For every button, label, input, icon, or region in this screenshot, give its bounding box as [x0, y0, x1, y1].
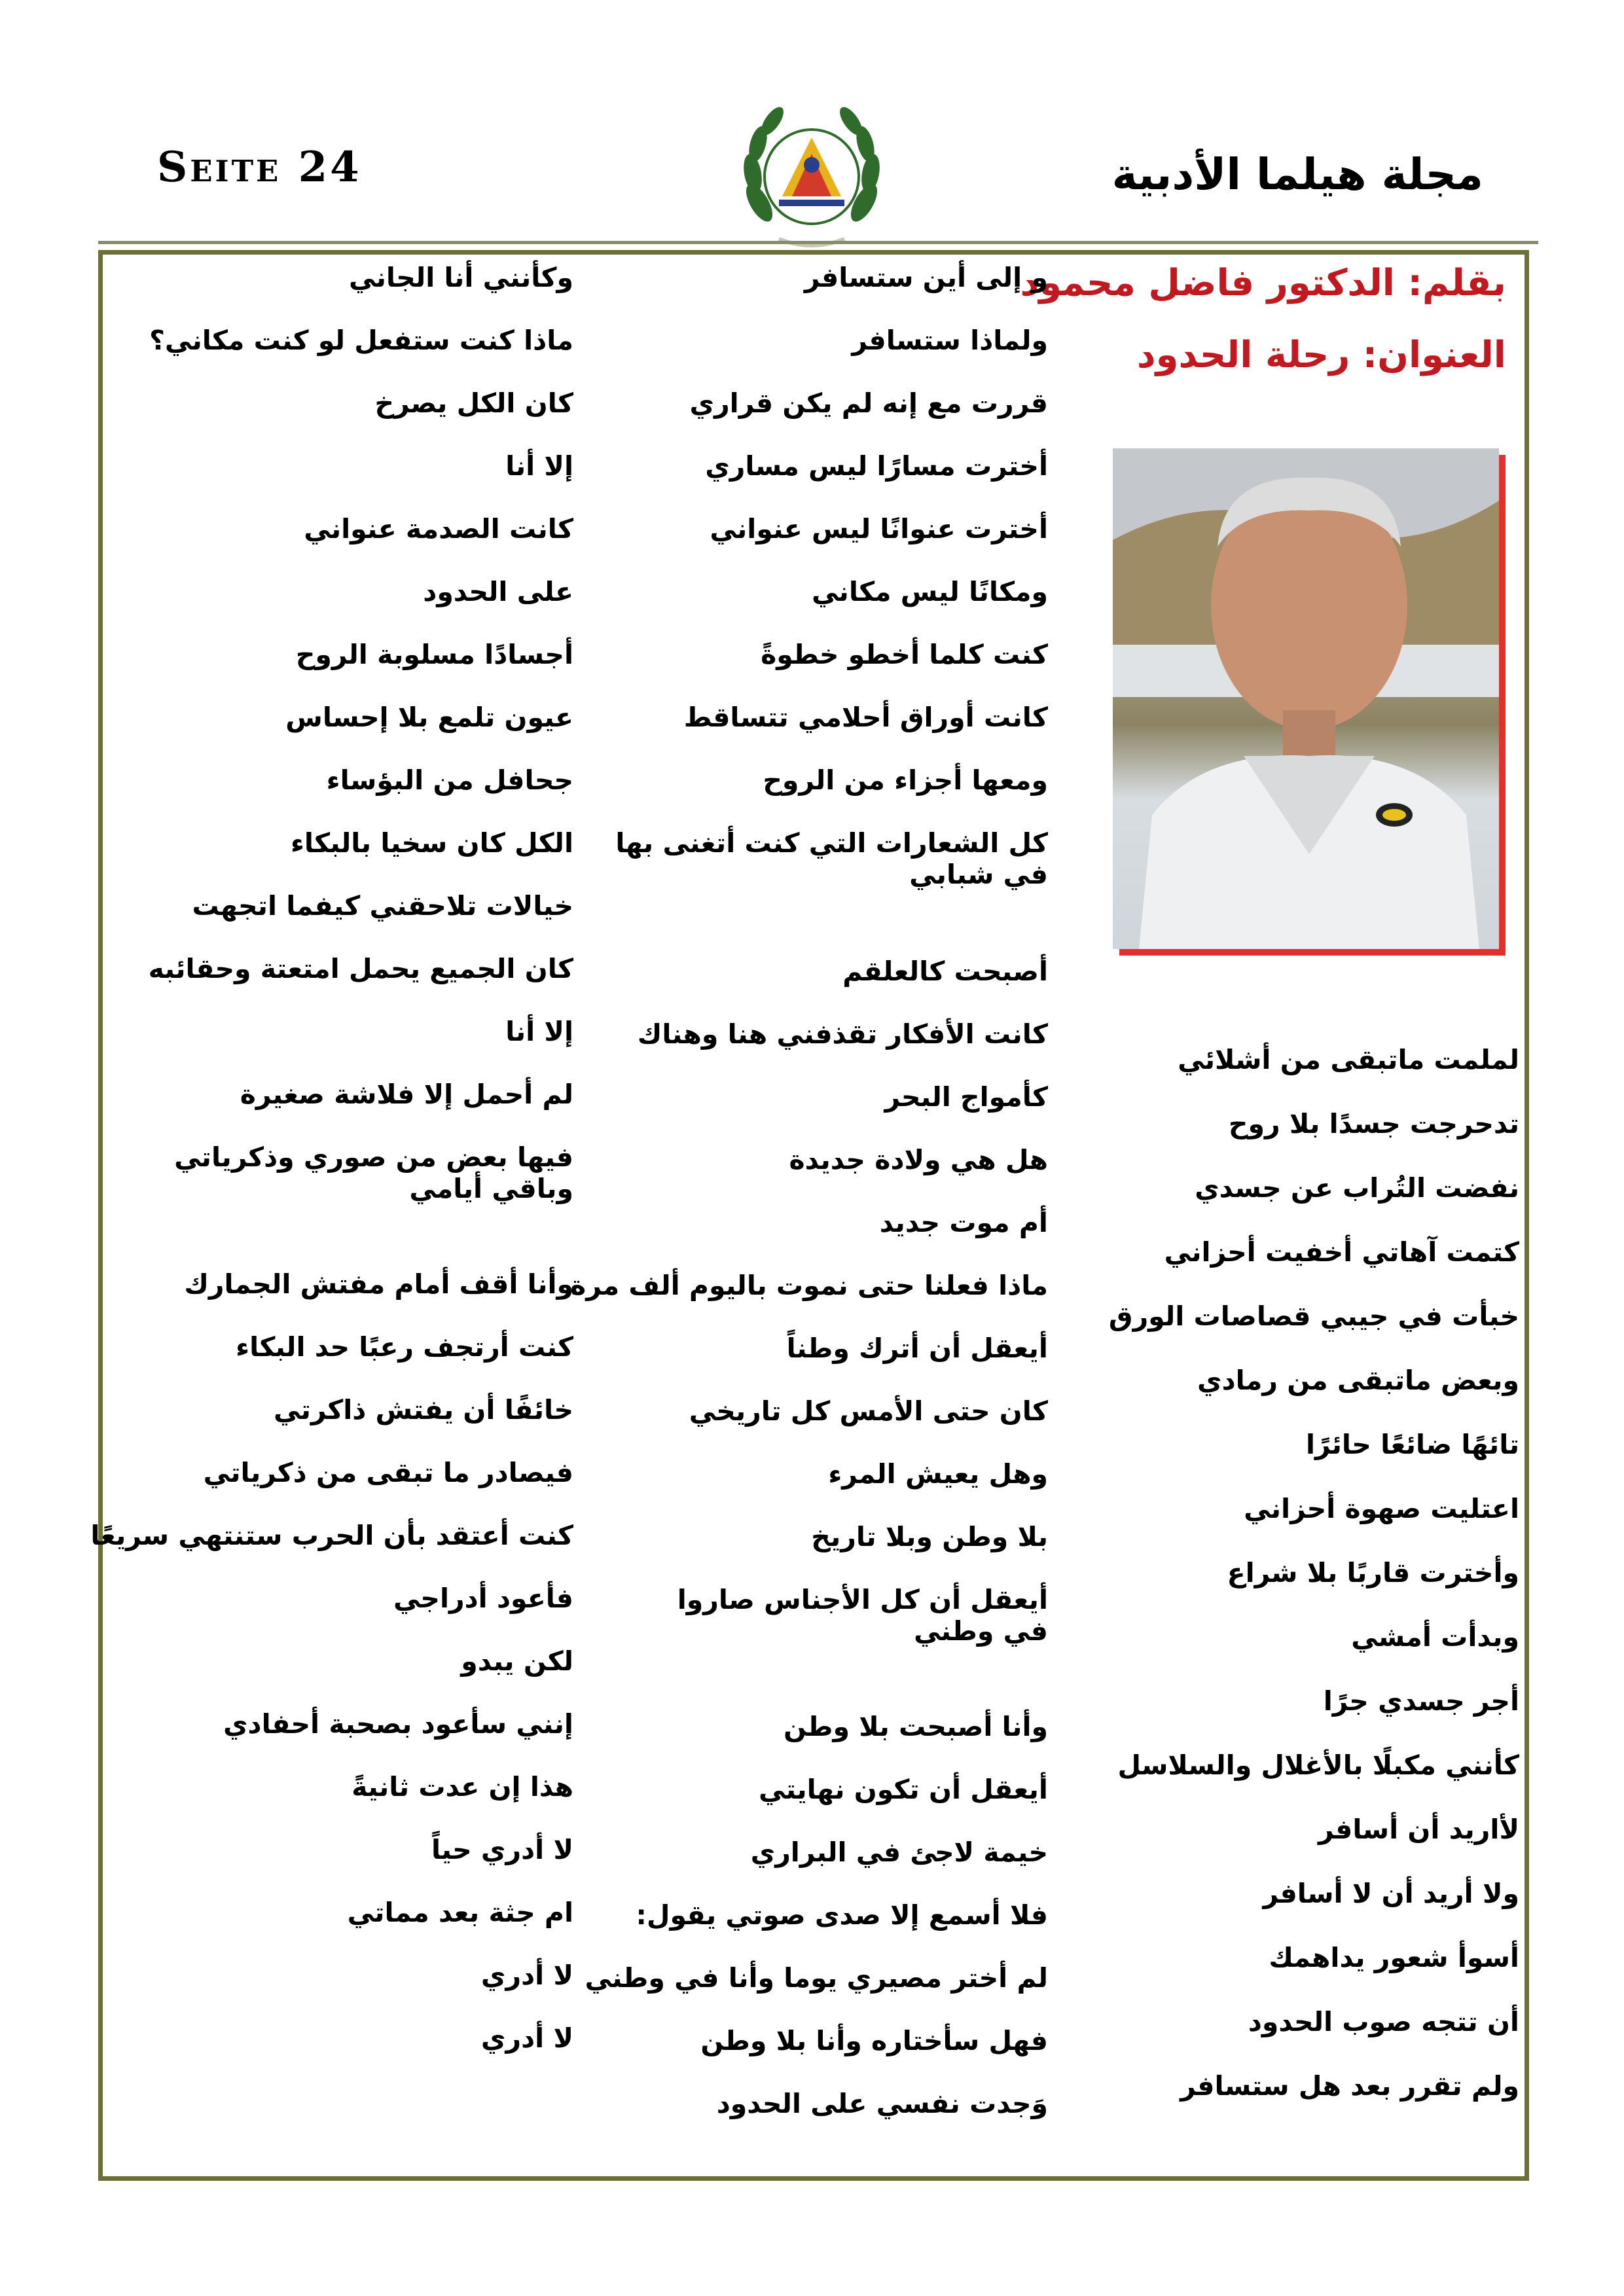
- poem-line: كنت كلما أخطو خطوةً: [761, 639, 1048, 670]
- magazine-logo: [733, 92, 890, 255]
- poem-line: ولماذا ستسافر: [852, 325, 1048, 356]
- poem-line: لم أحمل إلا فلاشة صغيرة: [240, 1079, 573, 1110]
- article-title: العنوان: رحلة الحدود: [1136, 334, 1506, 376]
- poem-line: إلا أنا: [505, 1016, 573, 1047]
- poem-line: وأنا أصبحت بلا وطن: [783, 1711, 1048, 1742]
- poem-line: هذا إن عدت ثانيةً: [352, 1771, 573, 1803]
- poem-line: ام جثة بعد مماتي: [347, 1897, 573, 1928]
- poem-line: كان الجميع يحمل امتعتة وحقائبه: [148, 953, 573, 984]
- poem-line: فأعود أدراجي: [393, 1583, 573, 1614]
- poem-line: كانت أوراق أحلامي تتساقط: [683, 702, 1048, 733]
- poem-line: وهل يعيش المرء: [828, 1458, 1048, 1490]
- poem-line: تدحرجت جسدًا بلا روح: [1228, 1108, 1519, 1139]
- poem-line: وَجدت نفسي على الحدود: [716, 2088, 1048, 2119]
- poem-line: لكن يبدو: [461, 1645, 573, 1677]
- poem-line: و إلى أين ستسافر: [804, 262, 1048, 293]
- poem-line: أصبحت كالعلقم: [842, 956, 1048, 987]
- poem-line: إنني سأعود بصحبة أحفادي: [223, 1708, 573, 1740]
- poem-line: أجسادًا مسلوبة الروح: [295, 639, 573, 670]
- poem-line: أخترت عنوانًا ليس عنواني: [710, 513, 1048, 545]
- poem-line: كل الشعارات التي كنت أتغنى بها في شبابي: [615, 827, 1048, 890]
- author-photo: [1113, 448, 1499, 949]
- poem-line: فيها بعض من صوري وذكرياتي وباقي أيامي: [174, 1141, 573, 1204]
- poem-line: كان حتى الأمس كل تاريخي: [689, 1395, 1048, 1427]
- poem-line: أيعقل أن كل الأجناس صاروا في وطني: [677, 1584, 1048, 1647]
- author-line: بقلم: الدكتور فاضل محمود: [1020, 262, 1506, 304]
- poem-line: قررت مع إنه لم يكن قراري: [689, 387, 1048, 419]
- poem-line: نفضت التُراب عن جسدي: [1195, 1172, 1519, 1204]
- poem-line: كانت الأفكار تقذفني هنا وهناك: [637, 1018, 1048, 1050]
- poem-line: كنت أعتقد بأن الحرب ستنتهي سريعًا: [90, 1520, 573, 1551]
- poem-line: إلا أنا: [505, 450, 573, 482]
- header-divider: [98, 241, 1538, 244]
- poem-line: تائهًا ضائعًا حائرًا: [1305, 1429, 1519, 1460]
- poem-line: لأاريد أن أسافر: [1318, 1814, 1519, 1845]
- poem-line: أجر جسدي جرًا: [1323, 1685, 1519, 1717]
- poem-line: أيعقل أن أترك وطناً: [786, 1333, 1048, 1364]
- page-number-label: Seite 24: [157, 143, 362, 192]
- poem-line: وأخترت قاربًا بلا شراع: [1227, 1557, 1519, 1588]
- poem-line: كانت الصدمة عنواني: [304, 513, 573, 545]
- poem-line: كان الكل يصرخ: [374, 387, 573, 419]
- poem-line: اعتليت صهوة أحزاني: [1244, 1493, 1519, 1524]
- poem-line: خيمة لاجئ في البراري: [750, 1837, 1048, 1868]
- poem-line: وكأنني أنا الجاني: [349, 262, 573, 293]
- poem-line: ماذا فعلنا حتى نموت باليوم ألف مرة: [570, 1270, 1048, 1301]
- poem-line: كأمواج البحر: [884, 1081, 1048, 1113]
- poem-line: أم موت جديد: [879, 1207, 1048, 1238]
- poem-line: بلا وطن وبلا تاريخ: [811, 1521, 1048, 1552]
- poem-line: ومعها أجزاء من الروح: [763, 764, 1048, 796]
- poem-line: أسوأ شعور يداهمك: [1269, 1942, 1519, 1973]
- poem-line: أيعقل أن تكون نهايتي: [759, 1774, 1048, 1805]
- poem-line: خبأت في جيبي قصاصات الورق: [1108, 1300, 1519, 1332]
- poem-line: فلا أسمع إلا صدى صوتي يقول:: [636, 1899, 1048, 1931]
- poem-line: أن تتجه صوب الحدود: [1248, 2006, 1519, 2037]
- poem-line: ولم تقرر بعد هل ستسافر: [1180, 2070, 1519, 2102]
- poem-line: الكل كان سخيا بالبكاء: [290, 827, 573, 859]
- poem-line: وبدأت أمشي: [1351, 1621, 1519, 1653]
- poem-line: عيون تلمع بلا إحساس: [285, 702, 573, 733]
- poem-line: لملمت ماتبقى من أشلائي: [1178, 1044, 1519, 1075]
- poem-line: خائفًا أن يفتش ذاكرتي: [273, 1394, 573, 1426]
- poem-line: فهل سأختاره وأنا بلا وطن: [700, 2025, 1048, 2056]
- poem-line: خيالات تلاحقني كيفما اتجهت: [192, 890, 573, 922]
- poem-line: كنت أرتجف رعبًا حد البكاء: [236, 1331, 573, 1363]
- poem-line: لا أدري: [480, 2022, 573, 2054]
- poem-line: فيصادر ما تبقى من ذكرياتي: [203, 1457, 573, 1488]
- poem-line: كأنني مكبلًا بالأغلال والسلاسل: [1117, 1749, 1519, 1781]
- poem-line: هل هي ولادة جديدة: [789, 1144, 1048, 1175]
- poem-line: لا أدري حياً: [431, 1834, 573, 1865]
- poem-line: ومكانًا ليس مكاني: [811, 576, 1048, 607]
- poem-line: ماذا كنت ستفعل لو كنت مكاني؟: [149, 325, 573, 356]
- poem-line: ولا أريد أن لا أسافر: [1263, 1878, 1519, 1909]
- poem-line: وبعض ماتبقى من رمادي: [1197, 1365, 1519, 1396]
- poem-line: لا أدري: [480, 1960, 573, 1991]
- poem-line: كتمت آهاتي أخفيت أحزاني: [1164, 1236, 1519, 1268]
- poem-line: أخترت مسارًا ليس مساري: [705, 450, 1048, 482]
- poem-line: جحافل من البؤساء: [326, 764, 573, 796]
- poem-line: لم أختر مصيري يوما وأنا في وطني: [585, 1962, 1048, 1994]
- magazine-title: مجلة هيلما الأدبية: [1111, 149, 1483, 200]
- poem-line: على الحدود: [423, 576, 573, 607]
- poem-line: وأنا أقف أمام مفتش الجمارك: [184, 1268, 573, 1300]
